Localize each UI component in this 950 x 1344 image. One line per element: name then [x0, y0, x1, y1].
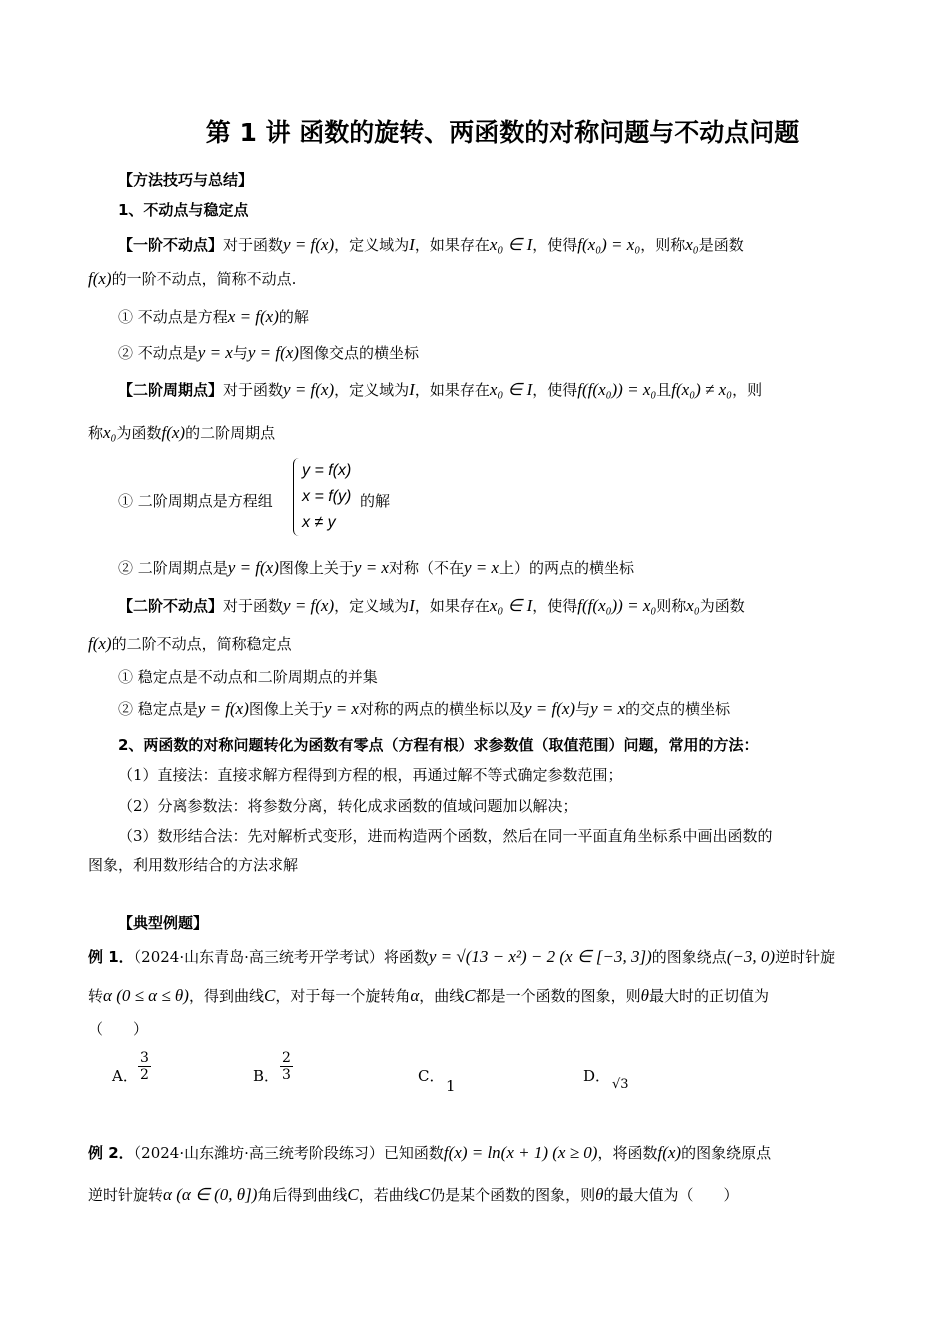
def1-item2: ② 不动点是y = x与y = f(x)图像交点的横坐标 [118, 343, 419, 362]
option-d-label: D． [583, 1067, 611, 1085]
system-eq-1: y = f(x) [302, 462, 352, 479]
example2-line2: 逆时针旋转α (α ∈ (0, θ])角后得到曲线C，若曲线C仍是某个函数的图象，则θ的最大值为（ ） [88, 1185, 739, 1204]
option-b-fraction: $\frac{2}{3}$ [282, 1050, 291, 1083]
def2-item1-label: ① 二阶周期点是方程组 [118, 492, 273, 510]
def1-line2: f(x)的一阶不动点，简称不动点. [88, 269, 297, 288]
heading-symmetry-methods: 2、两函数的对称问题转化为函数有零点（方程有根）求参数值（取值范围）问题，常用的方法： [118, 736, 759, 754]
heading-fixed-points: 1、不动点与稳定点 [118, 201, 249, 219]
option-d-value: √3 [612, 1077, 629, 1092]
def3-item2: ② 稳定点是y = f(x)图像上关于y = x对称的两点的横坐标以及y = f(x)与y = x的交点的横坐标 [118, 699, 731, 718]
method-3-line2: 图象，利用数形结合的方法求解 [88, 856, 299, 874]
system-eq-2: x = f(y) [302, 488, 352, 505]
option-c-label: C． [418, 1067, 445, 1085]
def2-item1-suffix: 的解 [360, 492, 391, 510]
option-a-fraction: $\frac{3}{2}$ [140, 1050, 149, 1083]
def3-line2: f(x)的二阶不动点，简称稳定点 [88, 634, 292, 653]
def2-line1: 【二阶周期点】对于函数y = f(x)，定义域为I，如果存在x₀ ∈ I，使得f(f(x₀)) = x₀且f(x₀) ≠ x₀，则 [118, 380, 763, 399]
example1-line2: 转α (0 ≤ α ≤ θ)，得到曲线C，对于每一个旋转角α，曲线C都是一个函数的图象，则θ最大时的正切值为 [88, 986, 770, 1005]
def2-line2: 称x₀为函数f(x)的二阶周期点 [88, 423, 276, 442]
def1-tag: 【一阶不动点】 [118, 236, 224, 254]
method-2: （2）分离参数法：将参数分离，转化成求函数的值域问题加以解决； [118, 797, 578, 815]
math-y-eq-fx: y = f(x) [283, 235, 335, 254]
def2-item2: ② 二阶周期点是y = f(x)图像上关于y = x对称（不在y = x上）的两点的横坐标 [118, 558, 635, 577]
option-b-label: B． [253, 1067, 280, 1085]
example1-function: y = √(13 − x²) − 2 (x ∈ [−3, 3]) [428, 947, 652, 966]
option-a-label: A． [112, 1067, 138, 1085]
example1-line1: 例 1．（2024·山东青岛·高三统考开学考试）将函数y = √(13 − x²) − 2 (x ∈ [−3, 3])的图象绕点(−3, 0)逆时针旋 [88, 947, 836, 966]
example1-answer-paren: （ ） [88, 1020, 149, 1038]
equation-system-brace [293, 458, 302, 536]
def1-item1: ① 不动点是方程x = f(x)的解 [118, 307, 309, 326]
example2-line1: 例 2．（2024·山东潍坊·高三统考阶段练习）已知函数f(x) = ln(x + 1) (x ≥ 0)，将函数f(x)的图象绕原点 [88, 1143, 772, 1162]
example2-label: 例 2． [88, 1144, 134, 1162]
def2-tag: 【二阶周期点】 [118, 381, 224, 399]
def1-line1: 【一阶不动点】对于函数y = f(x)，定义域为I，如果存在x₀ ∈ I，使得f(x₀) = x₀，则称x₀是函数 [118, 235, 744, 254]
example1-label: 例 1． [88, 948, 134, 966]
def3-tag: 【二阶不动点】 [118, 597, 224, 615]
system-eq-3: x ≠ y [302, 514, 336, 531]
section-examples-heading: 【典型例题】 [118, 914, 209, 932]
def3-item1: ① 稳定点是不动点和二阶周期点的并集 [118, 668, 378, 686]
method-3-line1: （3）数形结合法：先对解析式变形，进而构造两个函数，然后在同一平面直角坐标系中画出函数的 [118, 827, 773, 845]
def3-line1: 【二阶不动点】对于函数y = f(x)，定义域为I，如果存在x₀ ∈ I，使得f(f(x₀)) = x₀则称x₀为函数 [118, 596, 745, 615]
page-title: 第 1 讲 函数的旋转、两函数的对称问题与不动点问题 [205, 118, 800, 147]
section-methods-heading: 【方法技巧与总结】 [118, 171, 254, 189]
option-c-value: 1 [446, 1077, 456, 1095]
method-1: （1）直接法：直接求解方程得到方程的根，再通过解不等式确定参数范围； [118, 766, 623, 784]
example2-function: f(x) = ln(x + 1) (x ≥ 0) [443, 1143, 598, 1162]
